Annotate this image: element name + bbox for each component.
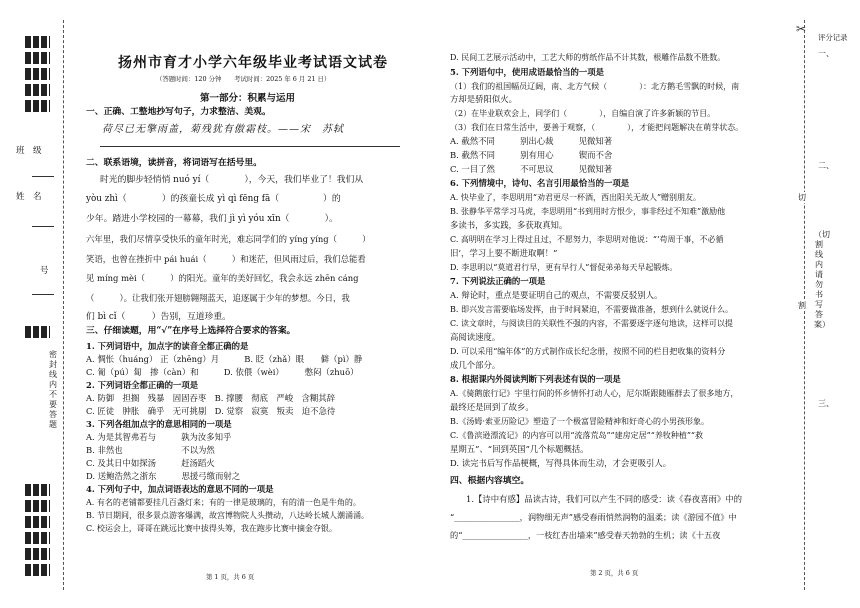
question-stem: 6. 下列情境中，诗句、名言引用最恰当的一项是: [450, 178, 630, 188]
barcode-block: [25, 532, 50, 544]
answer-option: A. 惆怅（huáng） 正（zhēng）月 B. 眨（zhǎ）眼 僻（pì）静: [86, 354, 363, 364]
answer-option: C. 及其日中如探汤 赶汤蹈火: [86, 458, 215, 468]
answer-option: A. 截然不同 别出心裁 见微知著: [450, 136, 613, 146]
barcode-block: [25, 36, 50, 48]
question-stem: 5. 下列语句中，使用成语最恰当的一项是: [450, 67, 605, 77]
class-label: 班 级: [16, 146, 42, 156]
question-text: （1）我们的祖国幅员辽阔，南、北方气候（ ）：北方鹅毛雪飘的时候，南: [450, 82, 740, 91]
pinyin-passage-line: 少年。踏进小学校园的一幕幕，我们 jì yì yóu xīn（ ）。: [86, 214, 338, 224]
score-record-label: 评分记录: [818, 33, 848, 42]
scissors-icon: ✂: [796, 22, 807, 36]
cut-mark-text: 切: [798, 193, 806, 202]
barcode-block: [25, 326, 50, 338]
answer-option: 星期五”、“回到英国”几个标题概括。: [450, 444, 589, 454]
seal-line-text: 密封线内不要答题: [49, 350, 57, 429]
section-4-heading: 四、根据内容填空。: [450, 476, 530, 486]
question-stem: 1. 下列词语中，加点字的读音全都正确的是: [86, 341, 249, 351]
class-blank-line: [32, 176, 54, 177]
question-stem: 7. 下列说法正确的一项是: [450, 276, 546, 286]
question-stem: 8. 根据课内外阅读判断下列表述有误的一项是: [450, 374, 621, 384]
answer-option: B. 截然不同 别有用心 锲而不舍: [450, 150, 613, 160]
copy-poem: 荷尽已无擎雨盖，菊残犹有傲霜枝。——宋 苏轼: [102, 124, 344, 135]
barcode-block: [25, 548, 50, 560]
answer-option: C.《鲁滨逊漂流记》的内容可以用“流落荒岛”“建房定居”“养牧种植”“救: [450, 431, 704, 440]
section-2-heading: 二、联系语境，读拼音，将词语写在括号里。: [86, 158, 262, 168]
answer-option: D. 可以采用“编年体”的方式制作成长纪念册，按照不同的栏目把收集的资料分: [450, 347, 726, 356]
seal-dashed-line: [63, 20, 64, 590]
exam-title: 扬州市育才小学六年级毕业考试语文试卷: [118, 55, 388, 71]
score-item-label: 一、: [818, 49, 834, 58]
part-title: 第一部分：积累与运用: [200, 93, 296, 104]
question-stem: 2. 下列词语全都正确的一项是: [86, 380, 199, 390]
question-text: （3）我们在日常生活中，要善于观察，（ ），才能把问题解决在萌芽状态。: [450, 123, 744, 132]
section-1-heading: 一、正确、工整地抄写句子，力求整洁、美观。: [86, 107, 271, 117]
answer-option: C. 一目了然 不可思议 见微知著: [450, 164, 613, 174]
barcode-block: [25, 84, 50, 96]
exam-page-1: [80, 0, 434, 608]
pinyin-passage-line: 们 bì cǐ（ ）告别，互道珍重。: [86, 312, 231, 322]
pinyin-passage-line: yòu zhì（ ）的孩童长成 yì qì fēng fā（ ）的: [86, 194, 341, 204]
section-3-heading: 三、仔细读题，用“√”在序号上选择符合要求的答案。: [86, 326, 296, 336]
answer-option: C. 匍（pú）匐 掺（càn）和 D. 依偎（wèi） 憋闷（zhuō）: [86, 367, 359, 377]
right-margin: [796, 0, 860, 608]
answer-option: A. 快毕业了，李思明用“劝君更尽一杯酒，西出阳关无故人”赠别朋友。: [450, 193, 702, 202]
pinyin-passage-line: 时光的脚步轻悄悄 nuó yí（ ），今天，我们毕业了！我们从: [100, 175, 364, 185]
fill-blank-line: 1.【诗中有感】品读古诗，我们可以产生不同的感受：读《春夜喜雨》中的: [466, 494, 742, 504]
answer-option: A.《骑鹅旅行记》宇里行间的怀乡情怀打动人心，尼尔斯跟随雁群去了很多地方，: [450, 389, 739, 398]
barcode-block: [25, 500, 50, 512]
answer-option: D. 李思明以“莫道君行早，更有早行人”督促弟弟每天早起锻炼。: [450, 263, 678, 272]
left-binding-margin: [0, 0, 78, 608]
answer-option: 旧’，学习上要不断进取啊！”: [450, 248, 558, 258]
pinyin-passage-line: （ ）。让我们张开翅膀翱翔蓝天，追逐属于少年的梦想。今日，我: [86, 293, 350, 303]
answer-option: A. 为是其智弗若与 孰为汝多知乎: [86, 432, 232, 442]
answer-option: B. 节日期间，很多景点游客爆满，故宫博物院人头攒动，八达岭长城人潮涌涌。: [86, 511, 369, 520]
exam-page-2: [450, 0, 800, 608]
exam-meta: （答题时间：120 分钟 考试时间：2025 年 6 月 21 日）: [156, 75, 331, 83]
fill-blank-line: 的“________________，一枝红杏出墙来”感受春天勃勃的生机；读《十五夜: [450, 530, 721, 540]
answer-option: B.《汤姆·索亚历险记》塑造了一个极富冒险精神和好奇心的小男孩形象。: [450, 417, 709, 426]
question-text: 方却是骄阳似火。: [450, 94, 517, 104]
number-blank-line: [32, 294, 54, 295]
answer-option: A. 有名的老铺都要挂几百盏灯来；有的一律是玻璃的，有的清一色是牛角的。: [86, 498, 361, 507]
question-stem: 3. 下列各组加点字的意思相同的一项是: [86, 419, 232, 429]
answer-option: B. 非然也 不以为然: [86, 445, 215, 455]
pinyin-passage-line: 笑语，也曾在挫折中 pái huái（ ）和迷茫，但风雨过后，我们总能看: [86, 254, 366, 264]
question-stem: 4. 下列句子中，加点词语表达的意思不同的一项是: [86, 484, 274, 494]
answer-option: 高阅读速度。: [450, 332, 501, 342]
cut-mark-text: 割: [798, 301, 806, 310]
barcode-block: [25, 516, 50, 528]
answer-option: A. 防御 担搁 残暴 固固吞枣 B. 撑腰 彻底 严峻 含糊其辞: [86, 393, 335, 403]
fill-blank-line: “________________，润物细无声”感受春雨悄然润物的温柔；读《游园不值》中: [450, 512, 737, 522]
answer-option: D. 民间工艺展示活动中，工艺大师的剪纸作品不计其数，根雕作品数不胜数。: [450, 53, 726, 62]
score-item-label: 二、: [818, 161, 834, 170]
name-blank-line: [32, 226, 54, 227]
answer-option: B. 张静华平常学习马虎，李思明用“书到用时方恨少，事非经过不知难”激励他: [450, 207, 726, 216]
name-label: 姓 名: [16, 192, 42, 202]
answer-option: 多读书，多实践，多获取真知。: [450, 220, 568, 230]
answer-option: C. 校运会上，哥哥在跳远比赛中拔得头筹，我在跑步比赛中摘金夺银。: [86, 524, 337, 533]
pinyin-passage-line: 见 míng mèi（ ）的阳光。童年的美好回忆，我会永远 zhēn cáng: [86, 273, 359, 283]
writing-line: [100, 146, 400, 147]
answer-option: A. 辩论时，重点是要证明自己的观点，不需要反驳别人。: [450, 290, 663, 300]
page-footer: 第 1 页，共 6 页: [206, 573, 255, 581]
barcode-block: [25, 564, 50, 576]
score-item-label: 三、: [818, 399, 834, 408]
question-text: （2）在毕业联欢会上，同学们（ ），自编自演了许多新颖的节目。: [450, 109, 716, 118]
page-footer: 第 2 页，共 6 页: [590, 569, 639, 577]
barcode-block: [25, 100, 50, 112]
answer-option: B. 即兴发言需要临场发挥，由于时间紧迫，不需要做准备，想到什么就说什么。: [450, 305, 733, 314]
answer-option: D. 送鲍浩然之浙东 思援弓缴而射之: [86, 471, 241, 481]
barcode-block: [25, 68, 50, 80]
pinyin-passage-line: 六年里，我们尽情享受快乐的童年时光，难忘同学们的 yíng yíng（ ）: [86, 234, 371, 244]
answer-option: 成几个部分。: [450, 360, 501, 370]
number-label: 号: [40, 266, 49, 276]
answer-option: C. 读文章时，与阅读目的关联性不强的内容，不需要逐字逐句地读，这样可以提: [450, 319, 733, 328]
no-answer-notice: （切割线内请勿书写答案）: [814, 230, 830, 329]
barcode-block: [25, 52, 50, 64]
barcode-block: [25, 484, 50, 496]
answer-option: 最终还是回到了故乡。: [450, 402, 534, 412]
answer-option: D. 读完书后写作品梗概，写得具体而生动，才会更吸引人。: [450, 458, 672, 468]
answer-option: C. 匠徒 肿胀 确乎 无可挑剔 D. 觉察 寂寞 叛卖 迫不急待: [86, 406, 336, 416]
answer-option: C. 高明明在学习上得过且过，不愿努力，李思明对他说：“‘苟周于事，不必循: [450, 235, 724, 244]
